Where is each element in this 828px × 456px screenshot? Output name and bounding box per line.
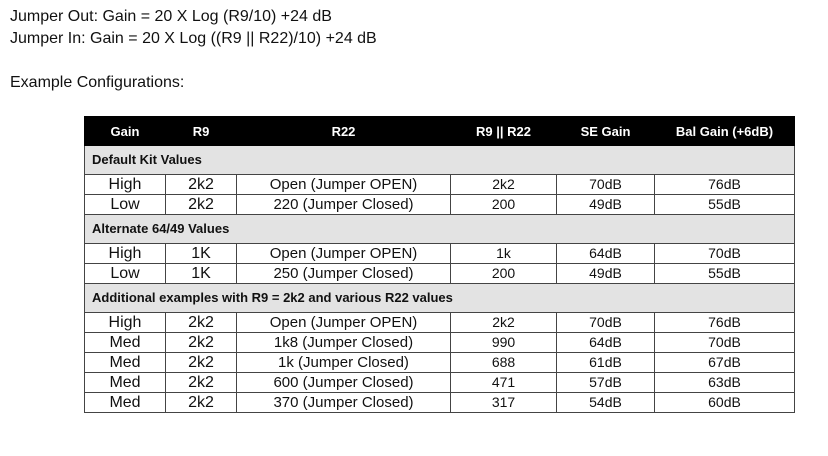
table-row [85,333,795,353]
cell-r9-r22: 317 [451,393,557,413]
group-title: Default Kit Values [85,146,795,175]
cell-gain: Low [85,195,166,215]
cell-r9: 2k2 [166,373,237,393]
cell-se-gain: 54dB [557,393,655,413]
cell-r9-r22: 688 [451,353,557,373]
cell-r9-r22: 2k2 [451,175,557,195]
cell-bal-gain: 70dB [655,333,795,353]
cell-gain: High [85,175,166,195]
cell-r9: 2k2 [166,195,237,215]
cell-r9-r22: 2k2 [451,313,557,333]
group-row [85,284,795,313]
cell-bal-gain: 63dB [655,373,795,393]
cell-r22: 370 (Jumper Closed) [237,393,451,413]
cell-r9: 1K [166,244,237,264]
cell-gain: High [85,244,166,264]
example-configurations-heading: Example Configurations: [10,74,185,91]
cell-bal-gain: 76dB [655,175,795,195]
cell-r22: 250 (Jumper Closed) [237,264,451,284]
group-title: Alternate 64/49 Values [85,215,795,244]
header-bal-gain: Bal Gain (+6dB) [655,117,795,146]
formula-jumper-in: Jumper In: Gain = 20 X Log ((R9 || R22)/10) +24 dB [10,30,377,47]
cell-r9-r22: 200 [451,195,557,215]
cell-r9: 2k2 [166,333,237,353]
cell-se-gain: 70dB [557,175,655,195]
cell-bal-gain: 60dB [655,393,795,413]
table-row [85,244,795,264]
cell-se-gain: 70dB [557,313,655,333]
table-row [85,264,795,284]
header-r22: R22 [237,117,451,146]
configuration-table [84,116,795,413]
cell-se-gain: 49dB [557,195,655,215]
cell-se-gain: 57dB [557,373,655,393]
header-gain: Gain [85,117,166,146]
group-title: Additional examples with R9 = 2k2 and various R22 values [85,284,795,313]
cell-gain: Med [85,393,166,413]
cell-se-gain: 61dB [557,353,655,373]
cell-r22: 1k8 (Jumper Closed) [237,333,451,353]
cell-r22: Open (Jumper OPEN) [237,313,451,333]
group-row [85,146,795,175]
table-row [85,175,795,195]
header-se-gain: SE Gain [557,117,655,146]
cell-se-gain: 64dB [557,333,655,353]
cell-r22: 600 (Jumper Closed) [237,373,451,393]
cell-r9: 2k2 [166,313,237,333]
cell-r9-r22: 990 [451,333,557,353]
cell-se-gain: 64dB [557,244,655,264]
cell-r9-r22: 471 [451,373,557,393]
cell-r22: 220 (Jumper Closed) [237,195,451,215]
cell-r22: Open (Jumper OPEN) [237,175,451,195]
table-row [85,373,795,393]
header-r9-parallel-r22: R9 || R22 [451,117,557,146]
cell-r9: 2k2 [166,393,237,413]
cell-bal-gain: 55dB [655,264,795,284]
table-header-row [85,117,795,146]
table-row [85,313,795,333]
group-row [85,215,795,244]
cell-gain: High [85,313,166,333]
header-r9: R9 [166,117,237,146]
cell-r22: Open (Jumper OPEN) [237,244,451,264]
cell-gain: Med [85,373,166,393]
cell-bal-gain: 70dB [655,244,795,264]
cell-bal-gain: 76dB [655,313,795,333]
cell-r9: 2k2 [166,353,237,373]
cell-se-gain: 49dB [557,264,655,284]
cell-r9: 1K [166,264,237,284]
cell-gain: Med [85,353,166,373]
table-row [85,195,795,215]
cell-r9-r22: 200 [451,264,557,284]
cell-bal-gain: 55dB [655,195,795,215]
cell-r9: 2k2 [166,175,237,195]
formula-jumper-out: Jumper Out: Gain = 20 X Log (R9/10) +24 dB [10,8,332,25]
cell-r9-r22: 1k [451,244,557,264]
cell-r22: 1k (Jumper Closed) [237,353,451,373]
cell-gain: Low [85,264,166,284]
table-row [85,393,795,413]
cell-bal-gain: 67dB [655,353,795,373]
cell-gain: Med [85,333,166,353]
table-row [85,353,795,373]
